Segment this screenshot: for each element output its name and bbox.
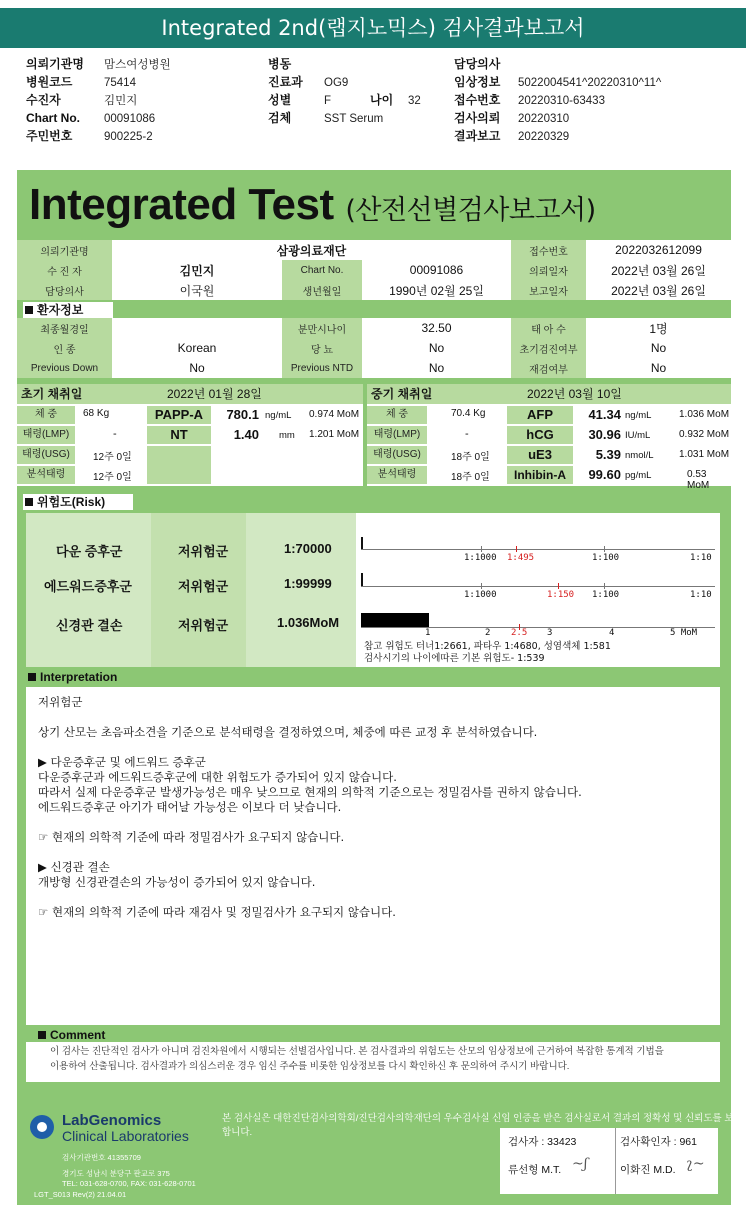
hosp-code-value: 75414	[104, 77, 136, 89]
inst-label: 의뢰기관명	[17, 240, 112, 260]
ivf-label: 초기검진여부	[511, 338, 586, 358]
interpretation-line	[38, 890, 708, 905]
patient-info-heading	[23, 302, 113, 318]
interpretation-line: 저위험군	[38, 695, 83, 709]
hcg-mom: 0.932 MoM	[679, 429, 730, 440]
info-table	[17, 240, 731, 300]
edwards-scale-100: 1:100	[592, 590, 620, 600]
afp-unit: ng/mL	[625, 410, 652, 421]
interpretation-line	[38, 845, 708, 860]
first-usg-label: 태령(USG)	[17, 446, 75, 464]
checker-name: 이화진 M.D.	[620, 1164, 676, 1176]
report-date-label: 보고일자	[511, 280, 586, 300]
prev-ntd-label: Previous NTD	[282, 358, 362, 378]
interpretation-text	[26, 687, 720, 1025]
report-heading	[29, 180, 596, 230]
down-tick-1000	[481, 546, 482, 552]
hcg-unit: IU/mL	[625, 430, 651, 441]
interpretation-line: 개방형 신경관결손의 가능성이 증가되어 있지 않습니다.	[38, 875, 316, 889]
specimen-label: 검체	[268, 111, 292, 125]
retest-label: 재검여부	[511, 358, 586, 378]
down-cutoff: 1:495	[507, 553, 535, 563]
down-scale-10: 1:10	[690, 553, 712, 563]
fetus-value: 1명	[586, 318, 731, 338]
nt-value: 1.40	[233, 427, 259, 442]
clinical-value: 5022004541^20220310^11^	[518, 77, 662, 89]
tester-signature: ~ʃ	[572, 1156, 588, 1172]
papp-a-unit: ng/mL	[265, 410, 292, 421]
risk-heading	[23, 494, 133, 510]
edwards-scale-10: 1:10	[690, 590, 712, 600]
inst-label: 의뢰기관명	[26, 57, 84, 71]
interpretation-line: ☞ 현재의 의학적 기준에 따라 정밀검사가 요구되지 않습니다.	[38, 830, 345, 844]
chart-label: Chart No.	[26, 111, 80, 125]
second-lmp-label: 태령(LMP)	[367, 426, 427, 444]
ue3-mom: 1.031 MoM	[679, 449, 730, 460]
recv-no-value: 2022032612099	[586, 240, 731, 260]
dob-value: 1990년 02월 25일	[362, 280, 511, 300]
interpretation-line: 따라서 실제 다운증후군 발생가능성은 매우 낮으므로 현재의 의학적 기준으로는 정밀검사를 권하지 않습니다.	[38, 785, 582, 799]
lab-subname: Clinical Laboratories	[62, 1128, 189, 1144]
down-scale-100: 1:100	[592, 553, 620, 563]
lmp-value	[112, 318, 282, 338]
header-col3	[454, 56, 661, 146]
hcg-value: 30.96	[588, 427, 621, 442]
baseline-risk-line: 검사시기의 나이에따른 기본 위험도- 1:539	[364, 653, 545, 664]
comment-heading-text: Comment	[50, 1028, 106, 1042]
prev-down-value: No	[112, 358, 282, 378]
header-col1	[26, 56, 171, 146]
first-weight-value: 68 Kg	[83, 408, 110, 419]
age-value: 32	[408, 95, 421, 107]
interpretation-line: 다운증후군과 에드워드증후군에 대한 위험도가 증가되어 있지 않습니다.	[38, 770, 397, 784]
first-analysis-label: 분석태령	[17, 466, 75, 484]
first-heading	[17, 384, 363, 404]
second-trimester-panel	[367, 384, 731, 491]
lab-tel: TEL: 031-628-0700, FAX: 031-628-0701	[62, 1179, 196, 1188]
inhibin-label: Inhibin-A	[507, 466, 573, 484]
lmp-label: 최종월경일	[17, 318, 112, 338]
square-bullet-icon	[38, 1031, 46, 1039]
tester-label: 검사자 : 33423	[508, 1136, 577, 1148]
edwards-scale-1000: 1:1000	[464, 590, 497, 600]
mom-tick-3: 3	[547, 628, 553, 638]
rrn-value: 900225-2	[104, 131, 153, 143]
dept-value: OG9	[324, 77, 349, 89]
rrn-label: 주민번호	[26, 129, 73, 143]
interpretation-line: 에드워드증후군 아기가 태어날 가능성은 이보다 더 낮습니다.	[38, 800, 342, 814]
ue3-value: 5.39	[595, 447, 621, 462]
second-weight-label: 체 중	[367, 406, 427, 424]
papp-a-value: 780.1	[226, 407, 259, 422]
inst-value: 삼광의료재단	[112, 240, 511, 260]
edwards-level: 저위험군	[178, 579, 229, 594]
delivery-age-label: 분만시나이	[282, 318, 362, 338]
down-syndrome-level: 저위험군	[178, 544, 229, 559]
doctor-value: 이국원	[112, 280, 282, 300]
ward-label: 병동	[268, 57, 292, 71]
risk-panel	[26, 513, 720, 667]
interpretation-line: ▶ 다운증후군 및 에드워드 증후군	[38, 755, 206, 769]
mom-tick-4: 4	[609, 628, 615, 638]
second-weight-value: 70.4 Kg	[451, 408, 486, 419]
afp-label: AFP	[507, 406, 573, 424]
ntd-scale-line	[361, 627, 715, 628]
papp-a-label: PAPP-A	[147, 406, 211, 424]
checker-label: 검사확인자 : 961	[620, 1136, 697, 1148]
interpretation-heading	[26, 669, 146, 685]
interpretation-line: ▶ 신경관 결손	[38, 860, 110, 874]
report-title-en: Integrated Test	[29, 180, 334, 229]
sign-divider	[615, 1128, 616, 1194]
sex-label: 성별	[268, 93, 292, 107]
patient-info-table	[17, 318, 731, 378]
first-empty-cell	[147, 446, 211, 484]
request-label: 검사의뢰	[454, 111, 501, 125]
lab-address: 경기도 성남시 분당구 판교로 375	[62, 1169, 170, 1178]
doctor-label: 담당의사	[17, 280, 112, 300]
hcg-label: hCG	[507, 426, 573, 444]
interpretation-line	[38, 740, 708, 755]
patient-info-heading-text: 환자정보	[37, 303, 84, 317]
inhibin-value: 99.60	[588, 467, 621, 482]
form-number: LGT_S013 Rev(2) 21.04.01	[34, 1190, 127, 1199]
interpretation-line: ☞ 현재의 의학적 기준에 따라 재검사 및 정밀검사가 요구되지 않습니다.	[38, 905, 396, 919]
prev-down-label: Previous Down	[17, 358, 112, 378]
age-label: 나이	[370, 93, 394, 107]
request-value: 20220310	[518, 113, 570, 125]
ntd-cutoff: 2.5	[511, 628, 528, 638]
ue3-label: uE3	[507, 446, 573, 464]
result-label: 결과보고	[454, 129, 501, 143]
ntd-level: 저위험군	[178, 618, 229, 633]
edwards-label: 에드워드증후군	[44, 579, 132, 594]
comment-heading	[36, 1027, 136, 1043]
inhibin-unit: pg/mL	[625, 470, 652, 481]
first-weight-label: 체 중	[17, 406, 75, 424]
second-usg-value: 18주 0일	[451, 452, 490, 463]
second-lmp-value: -	[465, 428, 469, 440]
chart-value: 00091086	[362, 260, 511, 280]
req-date-label: 의뢰일자	[511, 260, 586, 280]
delivery-age-value: 32.50	[362, 318, 511, 338]
inst-value: 맘스여성병원	[104, 59, 171, 71]
interpretation-line: 상기 산모는 초음파소견을 기준으로 분석태령을 결정하였으며, 체중에 따른 교정 후 분석하였습니다.	[38, 725, 538, 739]
afp-value: 41.34	[588, 407, 621, 422]
ntd-mom-bar	[361, 613, 429, 627]
req-date-value: 2022년 03월 26일	[586, 260, 731, 280]
prev-ntd-value: No	[362, 358, 511, 378]
fetus-label: 태 아 수	[511, 318, 586, 338]
diabetes-label: 당 뇨	[282, 338, 362, 358]
result-value: 20220329	[518, 131, 570, 143]
ntd-label: 신경관 결손	[56, 618, 123, 633]
nt-label: NT	[147, 426, 211, 444]
patient-value: 김민지	[104, 95, 138, 107]
first-trimester-panel	[17, 384, 363, 486]
comment-line-1: 이 검사는 진단적인 검사가 아니며 검진차원에서 시행되는 선별검사입니다. 본 검사결과의 위험도는 산모의 임상정보에 근거하여 복잡한 통계적 기법을	[50, 1046, 664, 1057]
hosp-code-label: 병원코드	[26, 75, 73, 89]
race-label: 인 종	[17, 338, 112, 358]
signature-box	[500, 1128, 718, 1194]
second-usg-label: 태령(USG)	[367, 446, 427, 464]
certification-text: 본 검사실은 대한진단검사의학회/진단검사의학재단의 우수검사실 신임 인증을 받은 검사실로서 결과의 정확성 및 신뢰도를 보증합니다.	[222, 1113, 743, 1138]
edwards-tick-1000	[481, 583, 482, 589]
interpretation-heading-text: Interpretation	[40, 670, 118, 684]
inhibin-mom: 0.53 MoM	[687, 469, 710, 491]
comment-line-2: 이용하여 산출됩니다. 검사결과가 의심스러운 경우 임신 주수를 비롯한 임상정보를 다시 확인하신 후 문의하여 주시기 바랍니다.	[50, 1061, 570, 1072]
reference-risk-line: 참고 위험도 터너1:2661, 파타우 1:4680, 성염색체 1:581	[364, 641, 611, 652]
dept-label: 진료과	[268, 75, 303, 89]
first-heading-text: 초기 채취일	[21, 387, 83, 401]
header-col2	[268, 56, 421, 128]
first-lmp-label: 태령(LMP)	[17, 426, 75, 444]
patient-value: 김민지	[112, 260, 282, 280]
chart-value: 00091086	[104, 113, 156, 125]
comment-box	[26, 1042, 720, 1082]
second-date: 2022년 03월 10일	[527, 387, 622, 401]
square-bullet-icon	[25, 498, 33, 506]
down-tick-cutoff	[516, 546, 517, 552]
papp-a-mom: 0.974 MoM	[309, 409, 360, 420]
interpretation-line	[38, 710, 708, 725]
down-scale-line	[361, 549, 715, 550]
race-value: Korean	[112, 338, 282, 358]
edwards-tick-100	[604, 583, 605, 589]
first-usg-value: 12주 0일	[93, 452, 132, 463]
down-syndrome-value: 1:70000	[284, 541, 332, 556]
doctor-label: 담당의사	[454, 57, 501, 71]
down-syndrome-label: 다운 증후군	[56, 544, 123, 559]
ue3-unit: nmol/L	[625, 450, 654, 461]
first-analysis-value: 12주 0일	[93, 472, 132, 483]
diabetes-value: No	[362, 338, 511, 358]
edwards-cutoff: 1:150	[547, 590, 575, 600]
risk-heading-text: 위험도(Risk)	[37, 495, 106, 509]
second-analysis-label: 분석태령	[367, 466, 427, 484]
receipt-label: 접수번호	[454, 93, 501, 107]
mom-tick-1: 1	[425, 628, 431, 638]
second-heading-text: 중기 채취일	[371, 387, 433, 401]
retest-value: No	[586, 358, 731, 378]
report-date-value: 2022년 03월 26일	[586, 280, 731, 300]
square-bullet-icon	[28, 673, 36, 681]
recv-no-label: 접수번호	[511, 240, 586, 260]
nt-unit: mm	[279, 430, 295, 441]
receipt-value: 20220310-63433	[518, 95, 605, 107]
nt-mom: 1.201 MoM	[309, 429, 360, 440]
interpretation-line	[38, 815, 708, 830]
edwards-value: 1:99999	[284, 576, 332, 591]
patient-label: 수 진 자	[17, 260, 112, 280]
first-lmp-value: -	[113, 428, 117, 440]
second-heading	[367, 384, 731, 404]
second-analysis-value: 18주 0일	[451, 472, 490, 483]
tester-name: 류선형 M.T.	[508, 1164, 562, 1176]
afp-mom: 1.036 MoM	[679, 409, 730, 420]
lab-logo-inner	[37, 1122, 47, 1132]
mom-tick-2: 2	[485, 628, 491, 638]
report-title-bar: Integrated 2nd(랩지노믹스) 검사결과보고서	[0, 8, 746, 48]
edwards-risk-marker	[361, 573, 363, 586]
down-scale-1000: 1:1000	[464, 553, 497, 563]
lab-name: LabGenomics	[62, 1112, 162, 1129]
patient-label: 수진자	[26, 93, 61, 107]
checker-signature: ʅ~	[686, 1156, 705, 1172]
edwards-tick-cutoff	[558, 583, 559, 589]
clinical-label: 임상정보	[454, 75, 501, 89]
chart-label: Chart No.	[282, 260, 362, 280]
edwards-scale-line	[361, 586, 715, 587]
ivf-value: No	[586, 338, 731, 358]
inst-number: 검사기관번호 41355709	[62, 1153, 141, 1162]
ntd-value: 1.036MoM	[277, 615, 340, 630]
down-tick-100	[604, 546, 605, 552]
square-bullet-icon	[25, 306, 33, 314]
down-risk-marker	[361, 537, 363, 549]
dob-label: 생년월일	[282, 280, 362, 300]
mom-tick-5: 5 MoM	[670, 628, 698, 638]
report-title-ko: (산전선별검사보고서)	[345, 195, 596, 226]
specimen-value: SST Serum	[324, 113, 384, 125]
first-date: 2022년 01월 28일	[167, 387, 262, 401]
sex-value: F	[324, 95, 332, 107]
